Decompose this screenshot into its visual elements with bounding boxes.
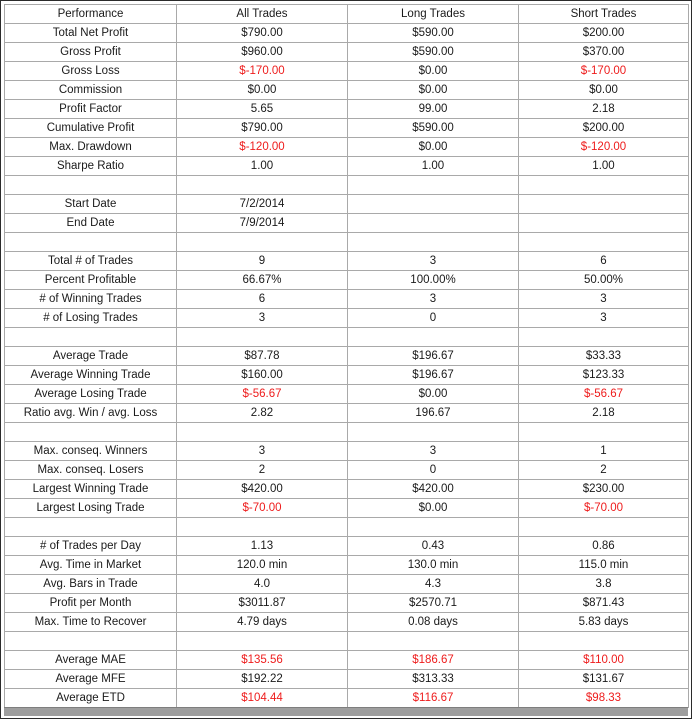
value-long-trades: $2570.71 (348, 594, 519, 613)
table-row[interactable] (5, 157, 689, 176)
table-row[interactable] (5, 385, 689, 404)
value-all-trades: 3 (177, 442, 348, 461)
value-all-trades (177, 176, 348, 195)
table-row[interactable] (5, 613, 689, 632)
value-all-trades: $420.00 (177, 480, 348, 499)
spacer-row[interactable] (5, 176, 689, 195)
value-all-trades: 66.67% (177, 271, 348, 290)
value-all-trades: 7/2/2014 (177, 195, 348, 214)
value-long-trades: 196.67 (348, 404, 519, 423)
value-all-trades: $87.78 (177, 347, 348, 366)
value-all-trades: $135.56 (177, 651, 348, 670)
value-long-trades: $196.67 (348, 366, 519, 385)
value-long-trades: $186.67 (348, 651, 519, 670)
value-long-trades (348, 233, 519, 252)
table-row[interactable] (5, 670, 689, 689)
value-long-trades: $0.00 (348, 385, 519, 404)
metric-label: # of Winning Trades (5, 290, 177, 309)
table-row[interactable] (5, 119, 689, 138)
value-long-trades: $590.00 (348, 24, 519, 43)
value-short-trades: 2.18 (519, 404, 689, 423)
value-short-trades: $200.00 (519, 24, 689, 43)
value-all-trades: 7/9/2014 (177, 214, 348, 233)
metric-label: Max. Time to Recover (5, 613, 177, 632)
table-row[interactable] (5, 366, 689, 385)
value-long-trades (348, 195, 519, 214)
metric-label: End Date (5, 214, 177, 233)
table-row[interactable] (5, 195, 689, 214)
value-short-trades: $200.00 (519, 119, 689, 138)
value-short-trades: $-56.67 (519, 385, 689, 404)
value-long-trades: 3 (348, 290, 519, 309)
value-all-trades: $790.00 (177, 24, 348, 43)
value-short-trades: 2 (519, 461, 689, 480)
table-row[interactable] (5, 480, 689, 499)
value-all-trades: 4.79 days (177, 613, 348, 632)
metric-label: # of Losing Trades (5, 309, 177, 328)
horizontal-scrollbar[interactable] (4, 707, 688, 716)
value-long-trades: $196.67 (348, 347, 519, 366)
table-body (5, 24, 689, 708)
value-short-trades: 5.83 days (519, 613, 689, 632)
value-all-trades (177, 632, 348, 651)
value-short-trades: 3 (519, 309, 689, 328)
value-short-trades: 115.0 min (519, 556, 689, 575)
metric-label: Max. conseq. Winners (5, 442, 177, 461)
value-short-trades: 2.18 (519, 100, 689, 119)
column-header-all-trades[interactable]: All Trades (177, 5, 348, 24)
column-header-long-trades[interactable]: Long Trades (348, 5, 519, 24)
value-short-trades: 1.00 (519, 157, 689, 176)
metric-label: Profit per Month (5, 594, 177, 613)
value-short-trades: 3.8 (519, 575, 689, 594)
value-long-trades: 99.00 (348, 100, 519, 119)
metric-label: Max. conseq. Losers (5, 461, 177, 480)
value-all-trades: 1.00 (177, 157, 348, 176)
spacer-row[interactable] (5, 518, 689, 537)
metric-label (5, 176, 177, 195)
value-long-trades: $313.33 (348, 670, 519, 689)
table-row[interactable] (5, 214, 689, 233)
value-all-trades: 2.82 (177, 404, 348, 423)
spacer-row[interactable] (5, 632, 689, 651)
value-all-trades (177, 518, 348, 537)
value-short-trades (519, 195, 689, 214)
table-row[interactable] (5, 252, 689, 271)
table-row[interactable] (5, 689, 689, 708)
value-long-trades: 0 (348, 461, 519, 480)
value-all-trades: 6 (177, 290, 348, 309)
value-all-trades: $-56.67 (177, 385, 348, 404)
metric-label: Total Net Profit (5, 24, 177, 43)
value-short-trades (519, 233, 689, 252)
value-all-trades: $3011.87 (177, 594, 348, 613)
spacer-row[interactable] (5, 233, 689, 252)
table-row[interactable] (5, 62, 689, 81)
value-all-trades: 9 (177, 252, 348, 271)
value-short-trades (519, 176, 689, 195)
value-all-trades (177, 233, 348, 252)
value-short-trades: 3 (519, 290, 689, 309)
value-long-trades: 0.43 (348, 537, 519, 556)
table-row[interactable] (5, 651, 689, 670)
metric-label: Max. Drawdown (5, 138, 177, 157)
value-all-trades: 3 (177, 309, 348, 328)
metric-label (5, 518, 177, 537)
metric-label: Average MAE (5, 651, 177, 670)
value-short-trades: $98.33 (519, 689, 689, 708)
value-short-trades: $123.33 (519, 366, 689, 385)
value-short-trades (519, 423, 689, 442)
value-short-trades: $33.33 (519, 347, 689, 366)
metric-label: Average Losing Trade (5, 385, 177, 404)
value-all-trades: 1.13 (177, 537, 348, 556)
value-all-trades: $160.00 (177, 366, 348, 385)
table-row[interactable] (5, 537, 689, 556)
header-row (5, 5, 689, 24)
metric-label: Largest Winning Trade (5, 480, 177, 499)
metric-label: Average ETD (5, 689, 177, 708)
value-all-trades: 2 (177, 461, 348, 480)
value-long-trades: 3 (348, 252, 519, 271)
metric-label (5, 632, 177, 651)
table-row[interactable] (5, 499, 689, 518)
value-all-trades: $-170.00 (177, 62, 348, 81)
column-header-short-trades[interactable]: Short Trades (519, 5, 689, 24)
value-long-trades: $116.67 (348, 689, 519, 708)
value-short-trades: $-70.00 (519, 499, 689, 518)
metric-label: Percent Profitable (5, 271, 177, 290)
value-long-trades (348, 518, 519, 537)
value-short-trades: $230.00 (519, 480, 689, 499)
value-short-trades: 0.86 (519, 537, 689, 556)
value-long-trades: $0.00 (348, 62, 519, 81)
metric-label: Cumulative Profit (5, 119, 177, 138)
metric-label: # of Trades per Day (5, 537, 177, 556)
value-long-trades (348, 176, 519, 195)
column-header-performance[interactable]: Performance (5, 5, 177, 24)
value-short-trades: $0.00 (519, 81, 689, 100)
table-row[interactable] (5, 575, 689, 594)
value-short-trades (519, 328, 689, 347)
value-long-trades: 4.3 (348, 575, 519, 594)
value-short-trades: $-170.00 (519, 62, 689, 81)
value-short-trades (519, 632, 689, 651)
value-long-trades: $590.00 (348, 43, 519, 62)
value-long-trades (348, 328, 519, 347)
metric-label (5, 423, 177, 442)
value-long-trades: 100.00% (348, 271, 519, 290)
value-long-trades (348, 214, 519, 233)
metric-label: Avg. Bars in Trade (5, 575, 177, 594)
value-long-trades (348, 423, 519, 442)
metric-label: Avg. Time in Market (5, 556, 177, 575)
value-all-trades: $104.44 (177, 689, 348, 708)
value-all-trades: $790.00 (177, 119, 348, 138)
metric-label: Average Winning Trade (5, 366, 177, 385)
metric-label: Gross Profit (5, 43, 177, 62)
value-all-trades: $-70.00 (177, 499, 348, 518)
metric-label: Largest Losing Trade (5, 499, 177, 518)
metric-label: Sharpe Ratio (5, 157, 177, 176)
spacer-row[interactable] (5, 328, 689, 347)
value-short-trades: 50.00% (519, 271, 689, 290)
value-all-trades: $960.00 (177, 43, 348, 62)
value-long-trades: $420.00 (348, 480, 519, 499)
table-row[interactable] (5, 556, 689, 575)
value-long-trades: 0 (348, 309, 519, 328)
value-short-trades (519, 214, 689, 233)
value-short-trades (519, 518, 689, 537)
table-row[interactable] (5, 290, 689, 309)
value-long-trades: 1.00 (348, 157, 519, 176)
value-all-trades (177, 328, 348, 347)
table-row[interactable] (5, 24, 689, 43)
metric-label (5, 328, 177, 347)
value-all-trades: $0.00 (177, 81, 348, 100)
metric-label: Commission (5, 81, 177, 100)
value-long-trades: $0.00 (348, 138, 519, 157)
spacer-row[interactable] (5, 423, 689, 442)
value-all-trades (177, 423, 348, 442)
table-row[interactable] (5, 81, 689, 100)
value-long-trades: $590.00 (348, 119, 519, 138)
value-long-trades: 130.0 min (348, 556, 519, 575)
metric-label: Ratio avg. Win / avg. Loss (5, 404, 177, 423)
table-row[interactable] (5, 43, 689, 62)
table-row[interactable] (5, 347, 689, 366)
value-short-trades: $871.43 (519, 594, 689, 613)
metric-label: Start Date (5, 195, 177, 214)
performance-table (4, 4, 689, 708)
value-long-trades: 3 (348, 442, 519, 461)
table-row[interactable] (5, 594, 689, 613)
value-short-trades: $-120.00 (519, 138, 689, 157)
metric-label: Average MFE (5, 670, 177, 689)
value-long-trades (348, 632, 519, 651)
metric-label: Profit Factor (5, 100, 177, 119)
value-long-trades: $0.00 (348, 499, 519, 518)
value-short-trades: 6 (519, 252, 689, 271)
metric-label (5, 233, 177, 252)
table-row[interactable] (5, 100, 689, 119)
value-short-trades: $110.00 (519, 651, 689, 670)
table-row[interactable] (5, 309, 689, 328)
value-all-trades: $192.22 (177, 670, 348, 689)
value-long-trades: $0.00 (348, 81, 519, 100)
value-all-trades: 4.0 (177, 575, 348, 594)
value-short-trades: 1 (519, 442, 689, 461)
table-row[interactable] (5, 461, 689, 480)
value-short-trades: $370.00 (519, 43, 689, 62)
table-row[interactable] (5, 271, 689, 290)
value-short-trades: $131.67 (519, 670, 689, 689)
value-all-trades: 120.0 min (177, 556, 348, 575)
metric-label: Average Trade (5, 347, 177, 366)
value-all-trades: $-120.00 (177, 138, 348, 157)
table-row[interactable] (5, 138, 689, 157)
value-all-trades: 5.65 (177, 100, 348, 119)
table-row[interactable] (5, 442, 689, 461)
table-row[interactable] (5, 404, 689, 423)
metric-label: Gross Loss (5, 62, 177, 81)
value-long-trades: 0.08 days (348, 613, 519, 632)
metric-label: Total # of Trades (5, 252, 177, 271)
